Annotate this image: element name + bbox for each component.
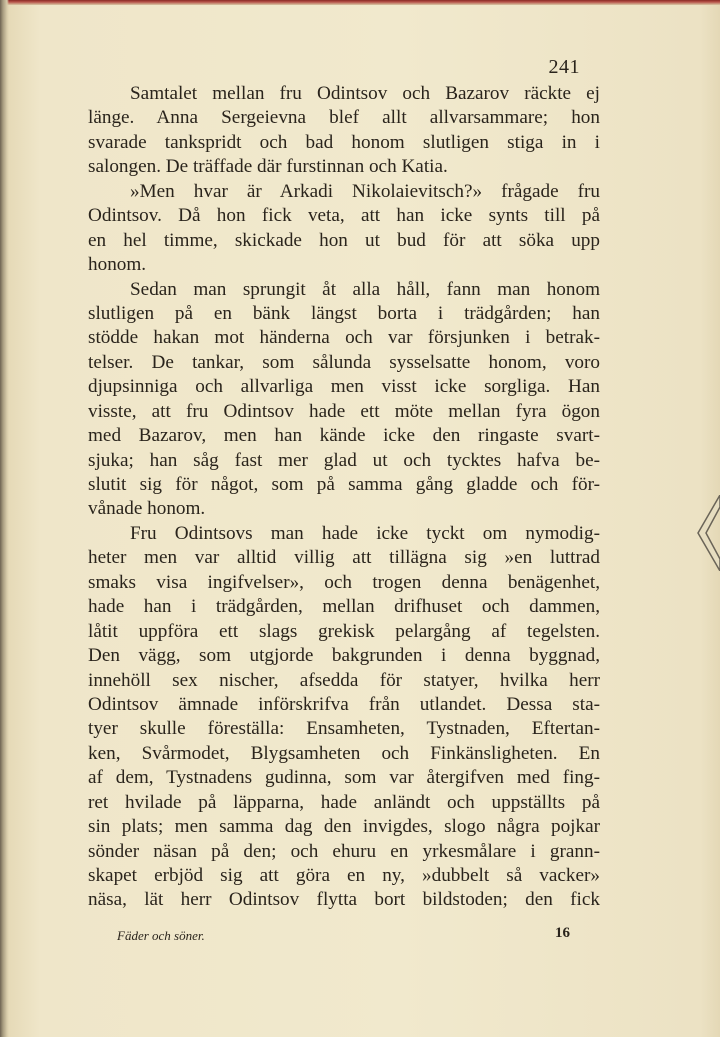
text-line: innehöll sex nischer, afsedda för statyer, hvilka herr bbox=[88, 669, 600, 691]
text-line: smaks visa ingifvelser», och trogen denna benägenhet, bbox=[88, 571, 600, 593]
text-line: näsa, lät herr Odintsov flytta bort bildstoden; den fick bbox=[88, 889, 600, 911]
chevron-left-icon bbox=[696, 495, 720, 571]
text-line: sjuka; han såg fast mer glad ut och tycktes hafva be- bbox=[88, 449, 600, 471]
text-line: ken, Svårmodet, Blygsamheten och Finkänsligheten. En bbox=[88, 742, 600, 764]
text-line: stödde hakan mot händerna och var försjunken i betrak- bbox=[88, 327, 600, 349]
text-line: salongen. De träffade där furstinnan och Katia. bbox=[88, 156, 448, 178]
signature-number: 16 bbox=[555, 925, 570, 941]
text-line: tyer skulle föreställa: Ensamheten, Tystnaden, Eftertan- bbox=[88, 718, 600, 740]
text-line: honom. bbox=[88, 254, 147, 276]
text-line: sin plats; men samma dag den invigdes, slogo några pojkar bbox=[88, 816, 600, 838]
text-line: med Bazarov, men han kände icke den ringaste svart- bbox=[88, 425, 600, 447]
text-line: vånade honom. bbox=[88, 498, 206, 520]
text-line: Sedan man sprungit åt alla håll, fann man honom bbox=[130, 278, 600, 300]
text-line: Samtalet mellan fru Odintsov och Bazarov räckte ej bbox=[130, 83, 600, 104]
text-line: slutligen på en bänk längst borta i trädgården; han bbox=[88, 302, 600, 324]
text-line: länge. Anna Sergeievna blef allt allvarsammare; hon bbox=[88, 107, 600, 129]
page-binding-edge bbox=[0, 0, 9, 1037]
text-line: slutit sig för något, som på samma gång gladde och för- bbox=[88, 474, 600, 495]
page-number: 241 bbox=[548, 56, 580, 78]
text-line: skapet erbjöd sig att göra en ny, »dubbelt så vacker» bbox=[88, 865, 600, 886]
text-line: Odintsov ämnade införskrifva från utlandet. Dessa sta- bbox=[88, 693, 600, 715]
text-line: heter men var alltid villig att tillägna sig »en luttrad bbox=[88, 547, 600, 569]
body-text bbox=[88, 82, 600, 913]
text-line: Fru Odintsovs man hade icke tyckt om nymodig- bbox=[130, 522, 600, 544]
text-line: hade han i trädgården, mellan drifhuset och dammen, bbox=[88, 596, 600, 618]
signature-title: Fäder och söner. bbox=[117, 928, 205, 943]
text-line: Odintsov. Då hon fick veta, att han icke synts till på bbox=[88, 205, 600, 227]
page-top-edge bbox=[0, 0, 720, 5]
text-line: svarade tankspridt och bad honom slutligen stiga in i bbox=[88, 131, 600, 153]
text-line: en hel timme, skickade hon ut bud för att söka upp bbox=[88, 229, 600, 251]
text-line: visste, att fru Odintsov hade ett möte mellan fyra ögon bbox=[88, 400, 600, 422]
text-line: djupsinniga och allvarliga men visst icke sorgliga. Han bbox=[88, 376, 600, 398]
text-line: »Men hvar är Arkadi Nikolaievitsch?» frågade fru bbox=[130, 180, 600, 202]
text-line: sönder näsan på den; och ehuru en yrkesmålare i grann- bbox=[88, 840, 600, 862]
text-line: Den vägg, som utgjorde bakgrunden i denna byggnad, bbox=[88, 645, 600, 667]
text-line: ret hvilade på läpparna, hade anländt och uppställts på bbox=[88, 791, 600, 813]
text-line: låtit uppföra ett slags grekisk pelargång af tegelsten. bbox=[88, 620, 600, 642]
text-line: telser. De tankar, som sålunda sysselsatte honom, voro bbox=[88, 351, 600, 373]
text-line: af dem, Tystnadens gudinna, som var återgifven med fing- bbox=[88, 767, 600, 789]
